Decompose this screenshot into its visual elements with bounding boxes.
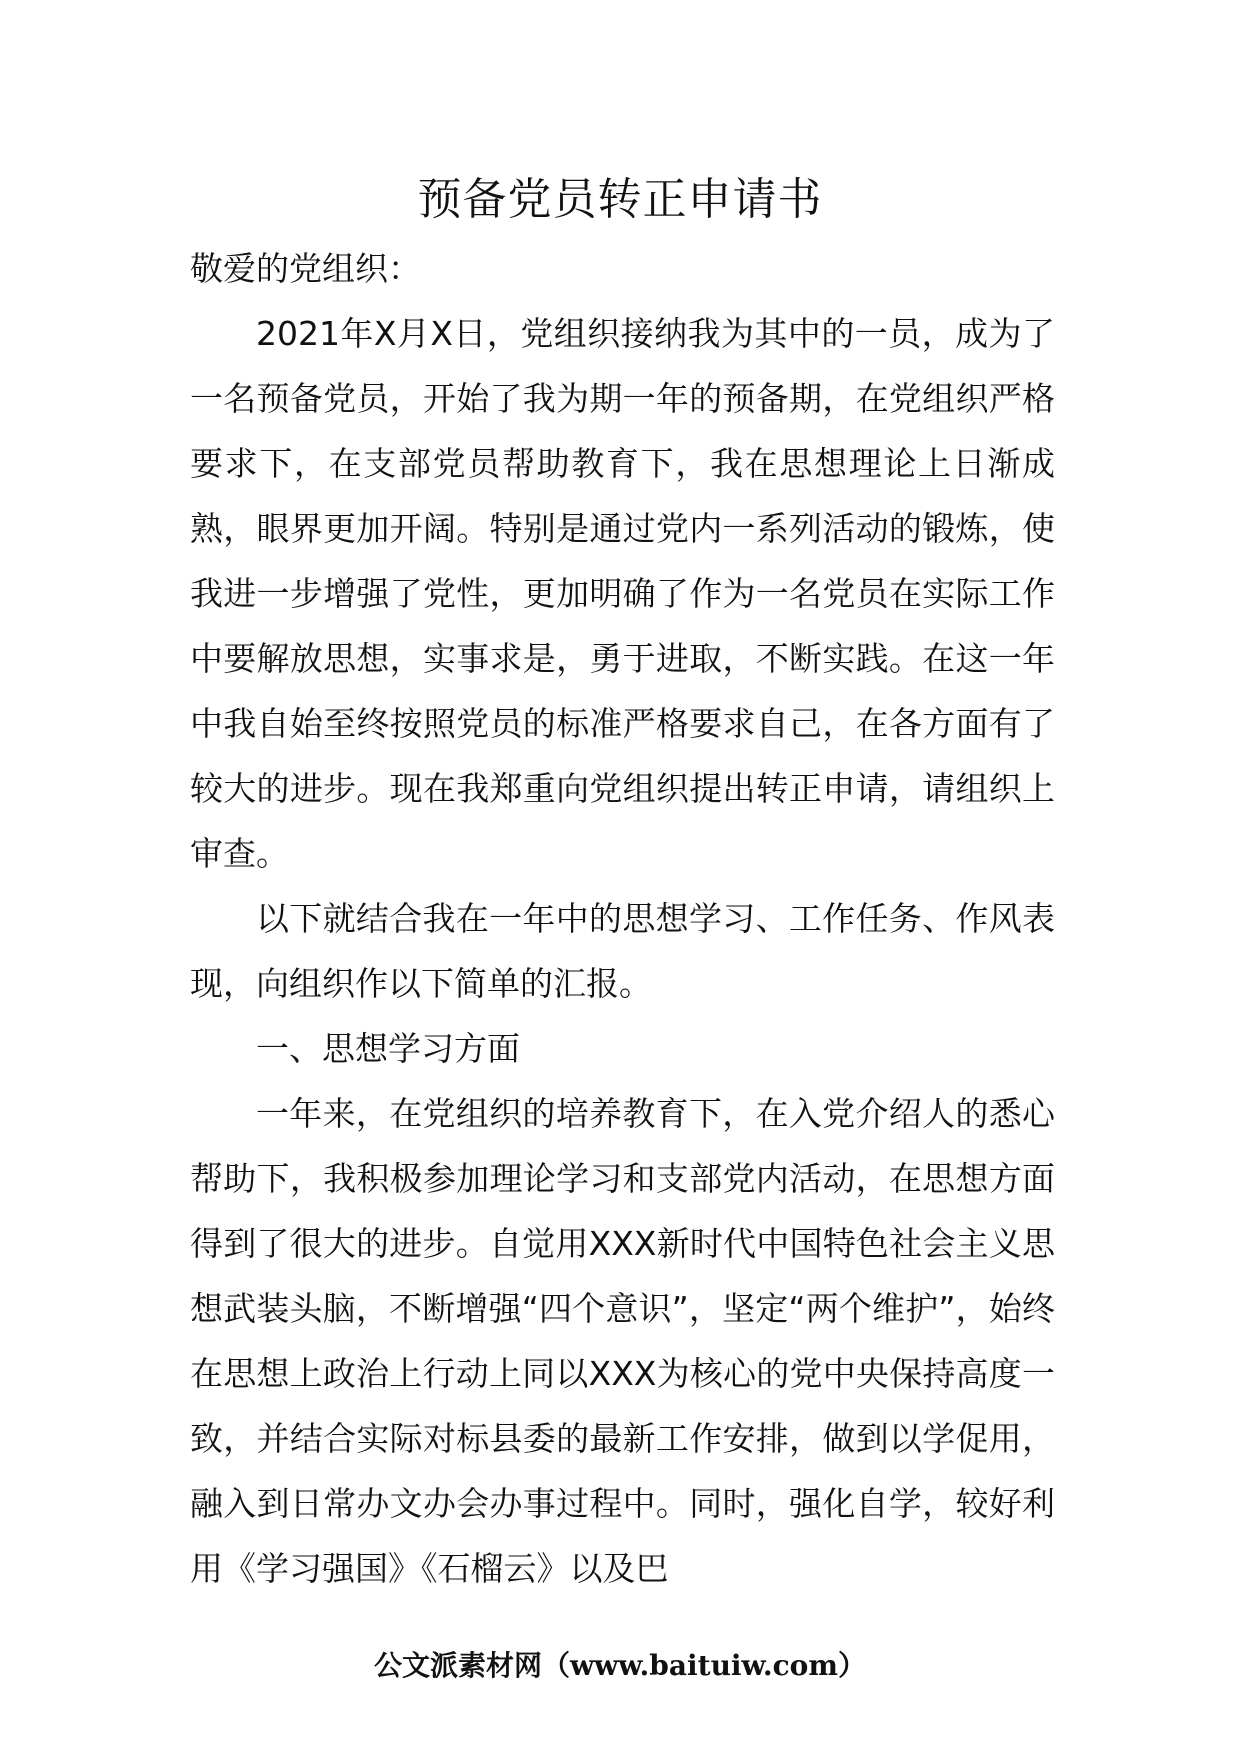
source-watermark-footer: 公文派素材网（www.baituiw.com）: [374, 1649, 866, 1682]
paragraph-summary: 以下就结合我在一年中的思想学习、工作任务、作风表现，向组织作以下简单的汇报。: [190, 899, 1055, 1003]
section-heading-thought-study: 一、思想学习方面: [256, 1029, 520, 1068]
document-body: [190, 236, 1055, 1601]
document-title: 预备党员转正申请书: [417, 174, 823, 225]
paragraph-thought-study: 一年来，在党组织的培养教育下，在入党介绍人的悉心帮助下，我积极参加理论学习和支部党内活动，在思想方面得到了很大的进步。自觉用XXX新时代中国特色社会主义思想武装头脑，不断增强“四个意识”，坚定“两个维护”，始终在思想上政治上行动上同以XXX为核心的党中央保持高度一致，并结合实际对标县委的最新工作安排，做到以学促用，融入到日常办文办会办事过程中。同时，强化自学，较好利用《学习强国》《石榴云》以及巴: [190, 1094, 1055, 1588]
salutation: 敬爱的党组织：: [190, 249, 421, 288]
paragraph-intro: 2021年X月X日，党组织接纳我为其中的一员，成为了一名预备党员，开始了我为期一年的预备期，在党组织严格要求下，在支部党员帮助教育下，我在思想理论上日渐成熟，眼界更加开阔。特别是通过党内一系列活动的锻炼，使我进一步增强了党性，更加明确了作为一名党员在实际工作中要解放思想，实事求是，勇于进取，不断实践。在这一年中我自始至终按照党员的标准严格要求自己，在各方面有了较大的进步。现在我郑重向党组织提出转正申请，请组织上审查。: [190, 314, 1055, 873]
